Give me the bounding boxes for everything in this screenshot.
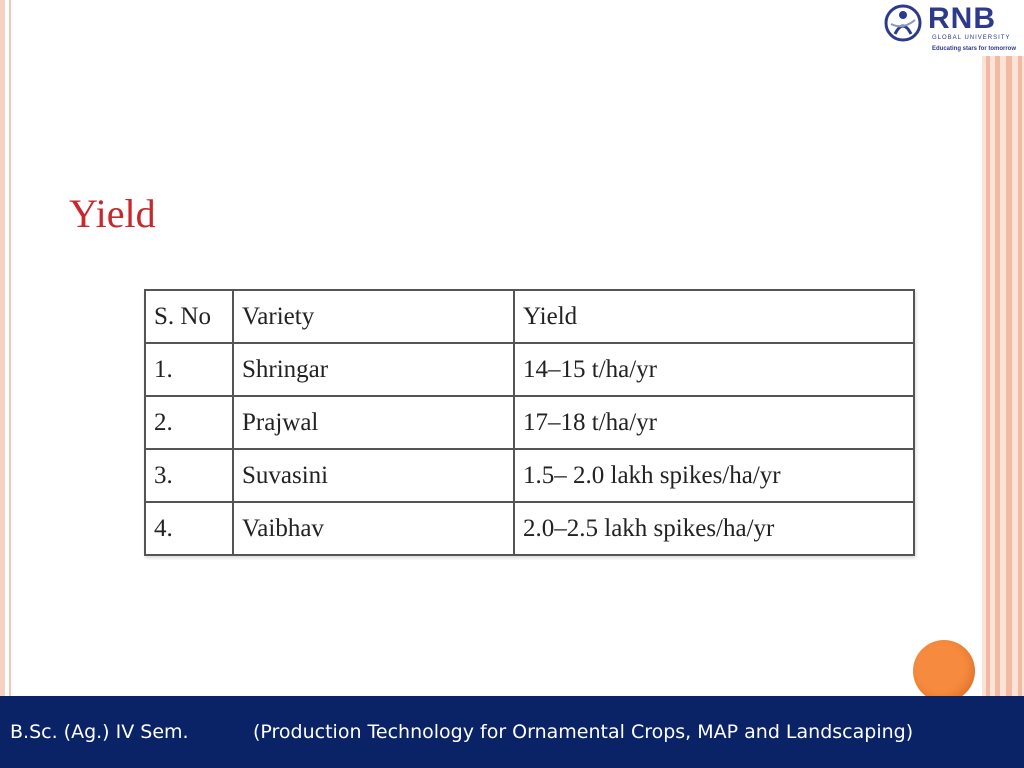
table-row bbox=[145, 396, 914, 449]
table-row bbox=[145, 343, 914, 396]
header-cell-sno: S. No bbox=[145, 290, 233, 343]
logo-subtitle: GLOBAL UNIVERSITY bbox=[932, 35, 1011, 41]
right-decor-stripe bbox=[1018, 56, 1022, 696]
cell-sno: 2. bbox=[145, 396, 233, 449]
header-cell-variety: Variety bbox=[233, 290, 514, 343]
university-logo bbox=[882, 2, 1024, 56]
table-row bbox=[145, 449, 914, 502]
cell-yield: 17–18 t/ha/yr bbox=[514, 396, 914, 449]
logo-tagline: Educating stars for tomorrow bbox=[932, 46, 1017, 52]
logo-emblem-icon bbox=[884, 4, 922, 42]
slide-footer bbox=[0, 696, 1024, 768]
cell-yield: 1.5– 2.0 lakh spikes/ha/yr bbox=[514, 449, 914, 502]
cell-sno: 3. bbox=[145, 449, 233, 502]
cell-variety: Suvasini bbox=[233, 449, 514, 502]
header-cell-yield: Yield bbox=[514, 290, 914, 343]
left-decor-stripe bbox=[9, 0, 11, 696]
logo-name: RNB bbox=[928, 2, 996, 35]
yield-table bbox=[144, 289, 915, 556]
table-header-row bbox=[145, 290, 914, 343]
left-decor-stripe bbox=[0, 0, 5, 696]
slide-title: Yield bbox=[69, 191, 156, 236]
cell-yield: 2.0–2.5 lakh spikes/ha/yr bbox=[514, 502, 914, 555]
cell-yield: 14–15 t/ha/yr bbox=[514, 343, 914, 396]
right-decor-stripe bbox=[986, 56, 990, 696]
table-row bbox=[145, 502, 914, 555]
footer-course: B.Sc. (Ag.) IV Sem. bbox=[10, 721, 189, 743]
cell-variety: Prajwal bbox=[233, 396, 514, 449]
decorative-circle bbox=[913, 640, 975, 702]
right-decor-stripe bbox=[1006, 56, 1012, 696]
cell-sno: 1. bbox=[145, 343, 233, 396]
footer-subject: (Production Technology for Ornamental Crops, MAP and Landscaping) bbox=[253, 721, 914, 743]
cell-variety: Shringar bbox=[233, 343, 514, 396]
cell-variety: Vaibhav bbox=[233, 502, 514, 555]
right-decor-stripe bbox=[995, 56, 1000, 696]
cell-sno: 4. bbox=[145, 502, 233, 555]
